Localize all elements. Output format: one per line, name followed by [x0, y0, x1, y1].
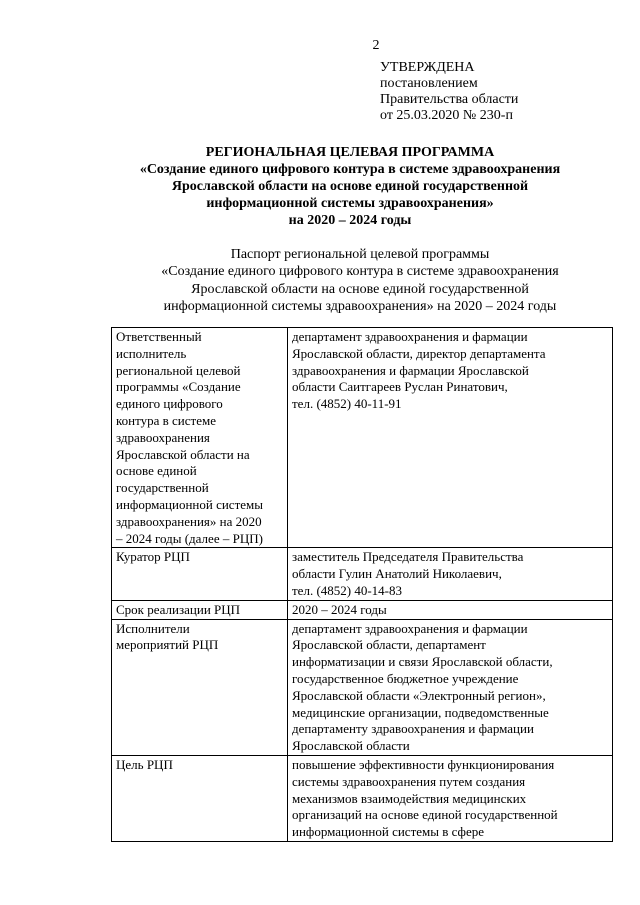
program-title: [80, 144, 620, 229]
row-value-line: механизмов взаимодействия медицинских: [292, 790, 527, 806]
row-label-line: Ответственный: [116, 329, 202, 344]
row-label-cell: [112, 548, 288, 600]
table-row: [112, 600, 613, 619]
program-title-line: РЕГИОНАЛЬНАЯ ЦЕЛЕВАЯ ПРОГРАММА: [205, 145, 495, 160]
approval-line: Правительства области: [380, 92, 519, 107]
row-value-line: департамент здравоохранения и фармации: [292, 620, 528, 636]
program-title-line: «Создание единого цифрового контура в системе здравоохранения: [139, 162, 561, 177]
row-label-line: Срок реализации РЦП: [116, 601, 241, 617]
row-label-line: здравоохранения: [116, 429, 210, 445]
approval-stamp: [380, 60, 620, 124]
row-value-cell: [288, 328, 613, 548]
row-value-line: Ярославской области «Электронный регион»,: [292, 687, 546, 703]
row-label-cell: [112, 755, 288, 841]
passport-heading-line: «Создание единого цифрового контура в системе здравоохранения: [161, 264, 559, 280]
program-title-line: Ярославской области на основе единой государственной: [171, 179, 529, 194]
row-value-line: Ярославской области, директор департамента: [292, 345, 546, 361]
table-row: [112, 619, 613, 755]
row-value-line: области Гулин Анатолий Николаевич,: [292, 566, 502, 582]
row-value-line: тел. (4852) 40-14-83: [292, 582, 403, 598]
row-label-cell: [112, 328, 288, 548]
program-title-line: информационной системы здравоохранения»: [206, 196, 494, 211]
table-row: [112, 548, 613, 600]
row-value-cell: [288, 600, 613, 619]
row-value-line: информатизации и связи Ярославской области,: [292, 654, 553, 670]
row-value-line: государственное бюджетное учреждение: [292, 670, 519, 686]
table-row: [112, 328, 613, 548]
row-label-cell: [112, 619, 288, 755]
row-label-line: единого цифрового: [116, 396, 223, 412]
row-value-line: департамент здравоохранения и фармации: [292, 329, 528, 344]
row-label-line: информационной системы: [116, 496, 263, 512]
row-label-line: контура в системе: [116, 412, 216, 428]
row-value-line: системы здравоохранения путем создания: [292, 773, 526, 789]
row-value-cell: [288, 619, 613, 755]
passport-table: [111, 327, 613, 842]
approval-line: УТВЕРЖДЕНА: [380, 60, 475, 75]
row-value-line: заместитель Председателя Правительства: [292, 549, 524, 565]
row-value-line: здравоохранения и фармации Ярославской: [292, 362, 529, 378]
row-value-line: Ярославской области, департамент: [292, 637, 486, 653]
row-label-line: мероприятий РЦП: [116, 637, 219, 653]
passport-heading: [100, 246, 620, 316]
row-value-line: организаций на основе единой государственной: [292, 807, 558, 823]
row-label-cell: [112, 600, 288, 619]
row-label-line: – 2024 годы (далее – РЦП): [116, 530, 263, 546]
row-label-line: программы «Создание: [116, 379, 241, 395]
row-label-line: исполнитель: [116, 345, 187, 361]
row-value-line: информационной системы в сфере: [292, 824, 485, 840]
row-label-line: здравоохранения» на 2020: [116, 513, 262, 529]
row-value-cell: [288, 548, 613, 600]
row-label-line: Исполнители: [116, 620, 190, 636]
row-value-line: медицинские организации, подведомственные: [292, 704, 549, 720]
passport-heading-line: информационной системы здравоохранения» на 2020 – 2024 годы: [163, 299, 557, 315]
approval-line: от 25.03.2020 № 230-п: [380, 108, 513, 123]
row-label-line: основе единой: [116, 463, 197, 479]
row-value-line: тел. (4852) 40-11-91: [292, 396, 402, 412]
program-title-line: на 2020 – 2024 годы: [288, 213, 412, 228]
row-value-line: департаменту здравоохранения и фармации: [292, 721, 534, 737]
approval-line: постановлением: [380, 76, 478, 91]
passport-heading-line: Ярославской области на основе единой государственной: [191, 281, 529, 297]
row-value-line: области Саитгареев Руслан Ринатович,: [292, 379, 508, 395]
row-label-line: региональной целевой: [116, 362, 241, 378]
row-value-line: повышение эффективности функционирования: [292, 756, 555, 772]
row-value-cell: [288, 755, 613, 841]
row-label-line: Цель РЦП: [116, 756, 173, 772]
row-label-line: Куратор РЦП: [116, 549, 190, 565]
page-number: 2: [372, 38, 380, 53]
table-row: [112, 755, 613, 841]
row-value-line: 2020 – 2024 годы: [292, 601, 387, 617]
row-value-line: Ярославской области: [292, 738, 410, 754]
passport-heading-line: Паспорт региональной целевой программы: [230, 247, 490, 262]
row-label-line: государственной: [116, 480, 209, 496]
row-label-line: Ярославской области на: [116, 446, 250, 462]
